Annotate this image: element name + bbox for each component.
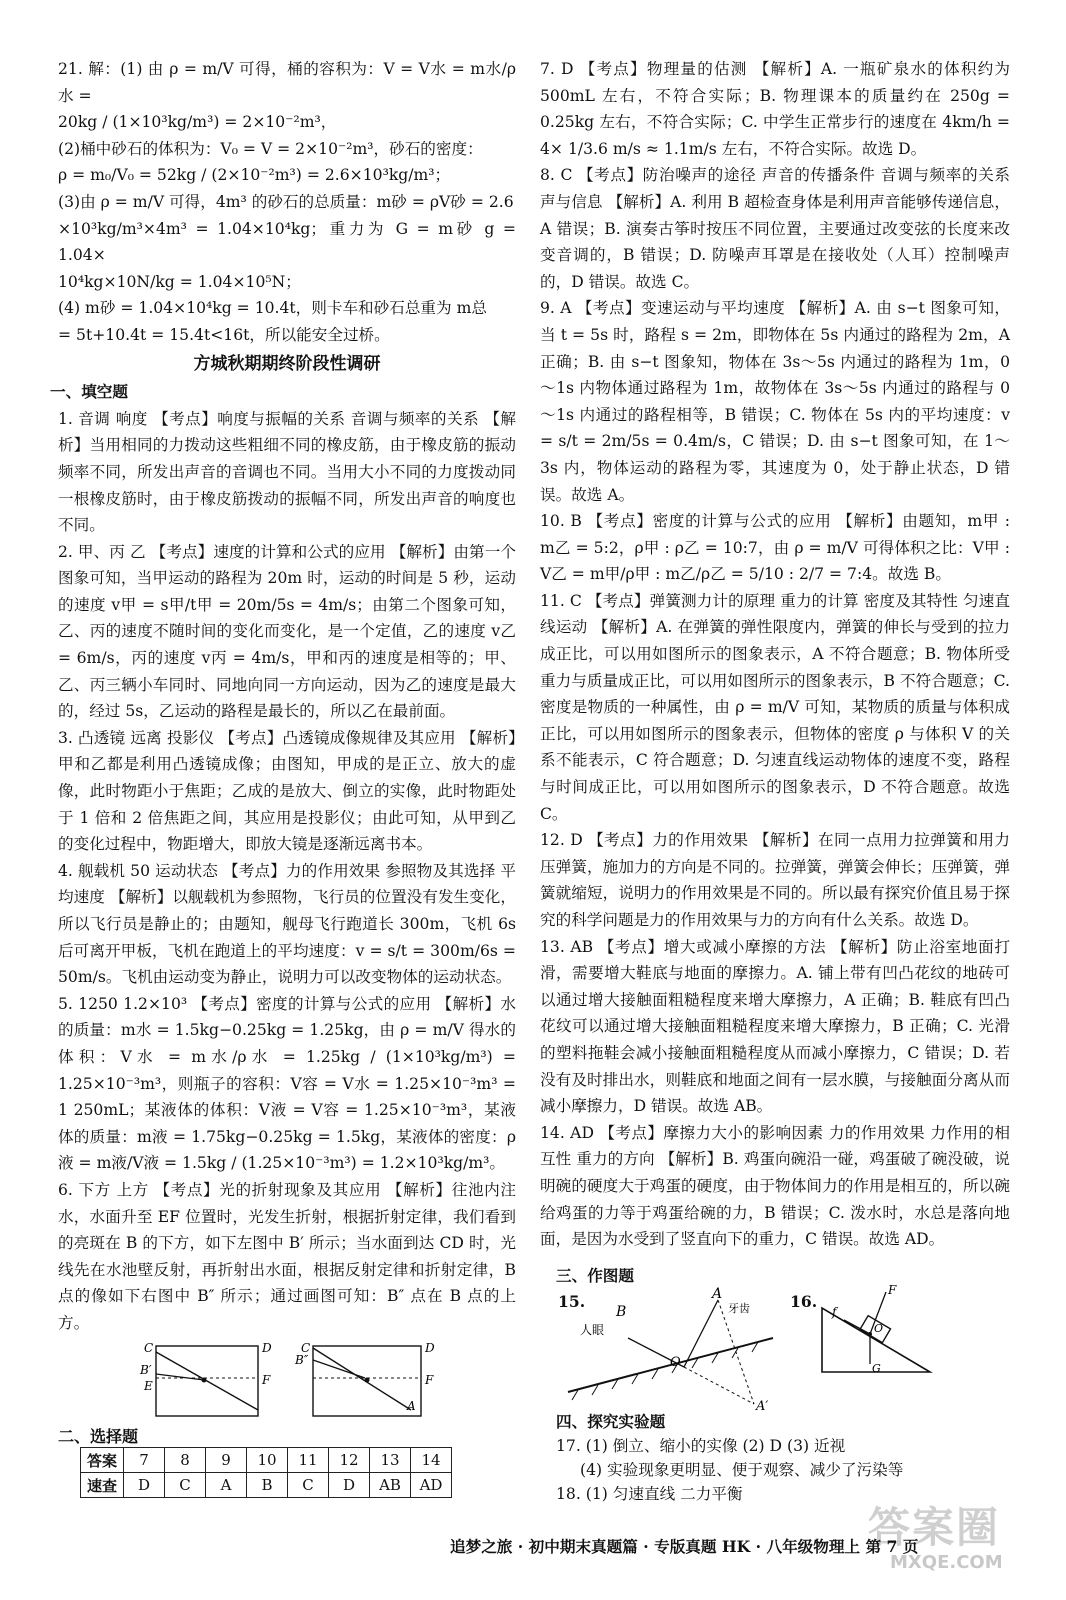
- label-d: D: [262, 1341, 272, 1355]
- label-c: C: [144, 1341, 154, 1355]
- label-b: B: [616, 1304, 627, 1320]
- table-cell: B: [247, 1473, 288, 1498]
- refraction-figure-right: [295, 1340, 435, 1420]
- answer-item: 1. 音调 响度 【考点】响度与振幅的关系 音调与频率的关系 【解析】当用相同的力拨动这些粗细不同的橡皮筋，由于橡皮筋的振动频率不同，所发出声音的音调也不同。当用大小不同的力度拨动同一根橡皮筋时，由于橡皮筋拨动的振幅不同，所发出声音的响度也不同。: [58, 409, 516, 535]
- table-row: [81, 1448, 452, 1473]
- q21-line: 21. 解：(1) 由 ρ = m/V 可得，桶的容积为：V = V水 = m水/ρ水 =: [58, 60, 516, 105]
- table-cell: 12: [329, 1448, 370, 1473]
- table-header: 答案: [81, 1448, 124, 1473]
- experiment-section: [556, 1408, 1006, 1506]
- label-f: F: [425, 1373, 434, 1387]
- answer-item: 18. (1) 匀速直线 二力平衡: [556, 1485, 743, 1503]
- experiment-heading: 四、探究实验题: [556, 1413, 666, 1431]
- q21-line: = 5t+10.4t = 15.4t<16t，所以能安全过桥。: [58, 325, 390, 344]
- answer-item: 7. D 【考点】物理量的估测 【解析】A. 一瓶矿泉水的体积约为 500mL 左右，不符合实际；B. 物理课本的质量约在 250g = 0.25kg 左右，不符合实际；C. 中学生正常步行的速度在 4km/h = 4× 1/3.6 m/s ≈ 1.1m/s 左右，不符合实际。故选 D。: [540, 60, 1010, 158]
- label-friction-f: f: [832, 1305, 837, 1319]
- q15-label: 15.: [558, 1292, 586, 1311]
- q21-line: (4) m砂 = 1.04×10⁴kg = 10.4t，则卡车和砂石总重为 m总: [58, 299, 487, 318]
- q21-line: ×10³kg/m³×4m³ = 1.04×10⁴kg；重力为 G = m砂 g = 1.04×: [58, 219, 516, 265]
- choice-section: [58, 1422, 452, 1498]
- answer-item: 11. C 【考点】弹簧测力计的原理 重力的计算 密度及其特性 匀速直线运动 【解析】A. 在弹簧的弹性限度内，弹簧的伸长与受到的拉力成正比，可以用如图所示的图象表示，A 不符合题意；B. 物体所受重力与质量成正比，可以用如图所示的图象表示，B 不符合题意；C. 密度是物质的一种属性，由 ρ = m/V 可知，某物质的质量与体积成正比，可以用如图所示的图象表示，但物体的密度 ρ 与体积 V 的关系不能表示，C 符合题意；D. 匀速直线运动物体的速度不变，路程与时间成正比，可以用如图所示的图象表示，D 不符合题意。故选 C。: [540, 591, 1010, 823]
- label-c: C: [301, 1341, 311, 1355]
- answer-item: 13. AB 【考点】增大或减小摩擦的方法 【解析】防止浴室地面打滑，需要增大鞋底与地面的摩擦力。A. 铺上带有凹凸花纹的地砖可以通过增大接触面粗糙程度来增大摩擦力，A 正确；B. 鞋底有凹凸花纹可以通过增大接触面粗糙程度来增大摩擦力，B 正确；C. 光滑的塑料拖鞋会减小接触面粗糙程度从而减小摩擦力，C 错误；D. 若没有及时排出水，则鞋底和地面之间有一层水膜，与接触面分离从而减小摩擦力，D 错误。故选 AB。: [540, 937, 1010, 1116]
- fill-blank-heading: 一、填空题: [50, 383, 128, 402]
- answer-item: 17. (1) 倒立、缩小的实像 (2) D (3) 近视: [556, 1437, 846, 1455]
- label-b-double-prime: B″: [295, 1353, 309, 1367]
- table-cell: 13: [370, 1448, 411, 1473]
- label-d: D: [425, 1341, 435, 1355]
- answer-item: 5. 1250 1.2×10³ 【考点】密度的计算与公式的应用 【解析】水的质量：m水 = 1.5kg−0.25kg = 1.25kg，由 ρ = m/V 得水的体积：V水 = m水/ρ水 = 1.25kg / (1×10³kg/m³) = 1.25×10⁻³m³，则瓶子的容积：V容 = V水 = 1.25×10⁻³m³ = 1 250mL；某液体的体积：V液 = V容 = 1.25×10⁻³m³，某液体的质量：m液 = 1.75kg−0.25kg = 1.5kg，某液体的密度：ρ液 = m液/V液 = 1.5kg / (1.25×10⁻³m³) = 1.2×10³kg/m³。: [58, 994, 516, 1173]
- table-cell: 11: [288, 1448, 329, 1473]
- table-cell: 8: [165, 1448, 206, 1473]
- table-cell: D: [329, 1473, 370, 1498]
- answer-item: 6. 下方 上方 【考点】光的折射现象及其应用 【解析】往池内注水，水面升至 EF 位置时，光发生折射，根据折射定律，我们看到的亮斑在 B 的下方，如下左图中 B′ 所示；当水面到达 CD 时，光线先在水池壁反射，再折射出水面，根据反射定律和折射定律，B 点的像如下右图中 B″ 所示；通过画图可知：B″ 点在 B 点的上方。: [58, 1180, 516, 1332]
- label-o: O: [874, 1322, 884, 1335]
- reflection-figure: [558, 1282, 788, 1412]
- refraction-figure-left: [138, 1340, 272, 1420]
- answer-item: 3. 凸透镜 远离 投影仪 【考点】凸透镜成像规律及其应用 【解析】甲和乙都是利用凸透镜成像；由图知，甲成的是正立、放大的虚像，此时物距小于焦距；乙成的是放大、倒立的实像，此时物距处于 1 倍和 2 倍焦距之间，其应用是投影仪；由此可知，从甲到乙的变化过程中，物距增大，即放大镜是逐渐远离书本。: [58, 728, 516, 854]
- q21-line: (2)桶中砂石的体积为：V₀ = V = 2×10⁻²m³，砂石的密度：: [58, 139, 483, 158]
- left-column: [50, 56, 516, 1337]
- label-f: F: [262, 1373, 271, 1387]
- watermark-url: MXQE.COM: [890, 1552, 1003, 1573]
- answer-item: 12. D 【考点】力的作用效果 【解析】在同一点用力拉弹簧和用力压弹簧，施加力的方向是不同的。拉弹簧，弹簧会伸长；压弹簧，弹簧就缩短，说明力的作用效果是不同的。所以最有探究价值且易于探究的科学问题是力的作用效果与力的方向有什么关系。故选 D。: [540, 831, 1010, 929]
- q21-line: ρ = m₀/V₀ = 52kg / (2×10⁻²m³) = 2.6×10³kg/m³；: [58, 166, 451, 185]
- table-cell: 7: [124, 1448, 165, 1473]
- table-header: 速查: [81, 1473, 124, 1498]
- right-column: [540, 56, 1010, 1253]
- table-cell: 9: [206, 1448, 247, 1473]
- page-footer: 追梦之旅 · 初中期末真题篇 · 专版真题 HK · 八年级物理上 第 7 页: [450, 1537, 919, 1556]
- answer-item: (4) 实验现象更明显、便于观察、减少了污染等: [580, 1461, 904, 1479]
- table-cell: AD: [411, 1473, 452, 1498]
- drawing-heading: 三、作图题: [556, 1267, 634, 1285]
- answer-item: 4. 舰载机 50 运动状态 【考点】力的作用效果 参照物及其选择 平均速度 【解析】以舰载机为参照物，飞行员的位置没有发生变化，所以飞行员是静止的；由题知，舰母飞行跑道长 300m，飞机 6s 后可离开甲板，飞机在跑道上的平均速度：v = s/t = 300m/6s = 50m/s。飞机由运动变为静止，说明力可以改变物体的运动状态。: [58, 861, 516, 987]
- label-eye: 人眼: [580, 1323, 605, 1337]
- answer-item: 10. B 【考点】密度的计算与公式的应用 【解析】由题知，m甲 : m乙 = 5:2，ρ甲 : ρ乙 = 10:7，由 ρ = m/V 可得体积之比：V甲 : V乙 = m甲/ρ甲 : m乙/ρ乙 = 5/10 : 2/7 = 7:4。故选 B。: [540, 512, 1010, 584]
- label-g: G: [872, 1362, 881, 1375]
- q21-line: (3)由 ρ = m/V 可得，4m³ 的砂石的总质量：m砂 = ρV砂 = 2.6: [58, 192, 514, 211]
- table-cell: C: [288, 1473, 329, 1498]
- answer-item: 14. AD 【考点】摩擦力大小的影响因素 力的作用效果 力作用的相互性 重力的方向 【解析】B. 鸡蛋向碗沿一碰，鸡蛋破了碗没破，说明碗的硬度大于鸡蛋的硬度，由于物体间力的作用是相互的，所以碗给鸡蛋的力等于鸡蛋给碗的力，B 错误；C. 泼水时，水总是落向地面，是因为水受到了竖直向下的重力，C 错误。故选 AD。: [540, 1123, 1010, 1249]
- table-cell: C: [165, 1473, 206, 1498]
- answer-item: 2. 甲、丙 乙 【考点】速度的计算和公式的应用 【解析】由第一个图象可知，当甲运动的路程为 20m 时，运动的时间是 5 秒，运动的速度 v甲 = s甲/t甲 = 20m/5s = 4m/s；由第二个图象可知，乙、丙的速度不随时间的变化而变化，是一个定值，乙的速度 v乙 = 6m/s，丙的速度 v丙 = 4m/s，甲和丙的速度是相等的；甲、乙、丙三辆小车同时、同地向同一方向运动，因为乙的速度是最大的，经过 5s，乙运动的路程是最长的，所以乙在最前面。: [58, 542, 516, 721]
- choice-heading: 二、选择题: [58, 1427, 139, 1446]
- label-tooth: 牙齿: [728, 1302, 750, 1315]
- answer-item: 8. C 【考点】防治噪声的途径 声音的传播条件 音调与频率的关系 声与信息 【解析】A. 利用 B 超检查身体是利用声音能够传递信息，A 错误；B. 演奏古筝时按压不同位置，主要通过改变弦的长度来改变音调的，B 错误；D. 防噪声耳罩是在接收处（人耳）控制噪声的，D 错误。故选 C。: [540, 166, 1010, 291]
- label-a: A: [712, 1286, 723, 1302]
- q21-line: 20kg / (1×10³kg/m³) = 2×10⁻²m³，: [58, 113, 337, 132]
- q21-line: 10⁴kg×10N/kg = 1.04×10⁵N；: [58, 272, 301, 291]
- label-b-prime: B′: [140, 1363, 152, 1377]
- section-title: 方城秋期期终阶段性调研: [193, 353, 381, 374]
- table-row: [81, 1473, 452, 1498]
- answer-item: 9. A 【考点】变速运动与平均速度 【解析】A. 由 s−t 图象可知，当 t = 5s 时，路程 s = 2m，即物体在 5s 内通过的路程为 2m，A 正确；B. 由 s−t 图象知，物体在 3s～5s 内通过的路程为 1m，0～1s 内物体通过路程为 1m，故物体在 3s～5s 内通过的路程与 0～1s 内通过的路程相等，B 错误；C. 物体在 5s 内的平均速度：v = s/t = 2m/5s = 0.4m/s，C 错误；D. 由 s−t 图象可知，在 1～3s 内，物体运动的路程为零，其速度为 0，处于静止状态，D 错误。故选 A。: [540, 299, 1010, 504]
- label-force-f: F: [888, 1283, 897, 1297]
- watermark-logo: 答案圈: [868, 1503, 1001, 1552]
- incline-figure: [810, 1280, 940, 1390]
- label-a-prime: A′: [756, 1399, 769, 1414]
- table-cell: 10: [247, 1448, 288, 1473]
- table-cell: A: [206, 1473, 247, 1498]
- answer-table: [80, 1447, 452, 1498]
- table-cell: 14: [411, 1448, 452, 1473]
- label-a: A: [407, 1399, 416, 1413]
- label-o: O: [670, 1355, 681, 1370]
- q16-label: 16.: [790, 1292, 818, 1311]
- table-cell: AB: [370, 1473, 411, 1498]
- table-cell: D: [124, 1473, 165, 1498]
- label-e: E: [144, 1379, 153, 1393]
